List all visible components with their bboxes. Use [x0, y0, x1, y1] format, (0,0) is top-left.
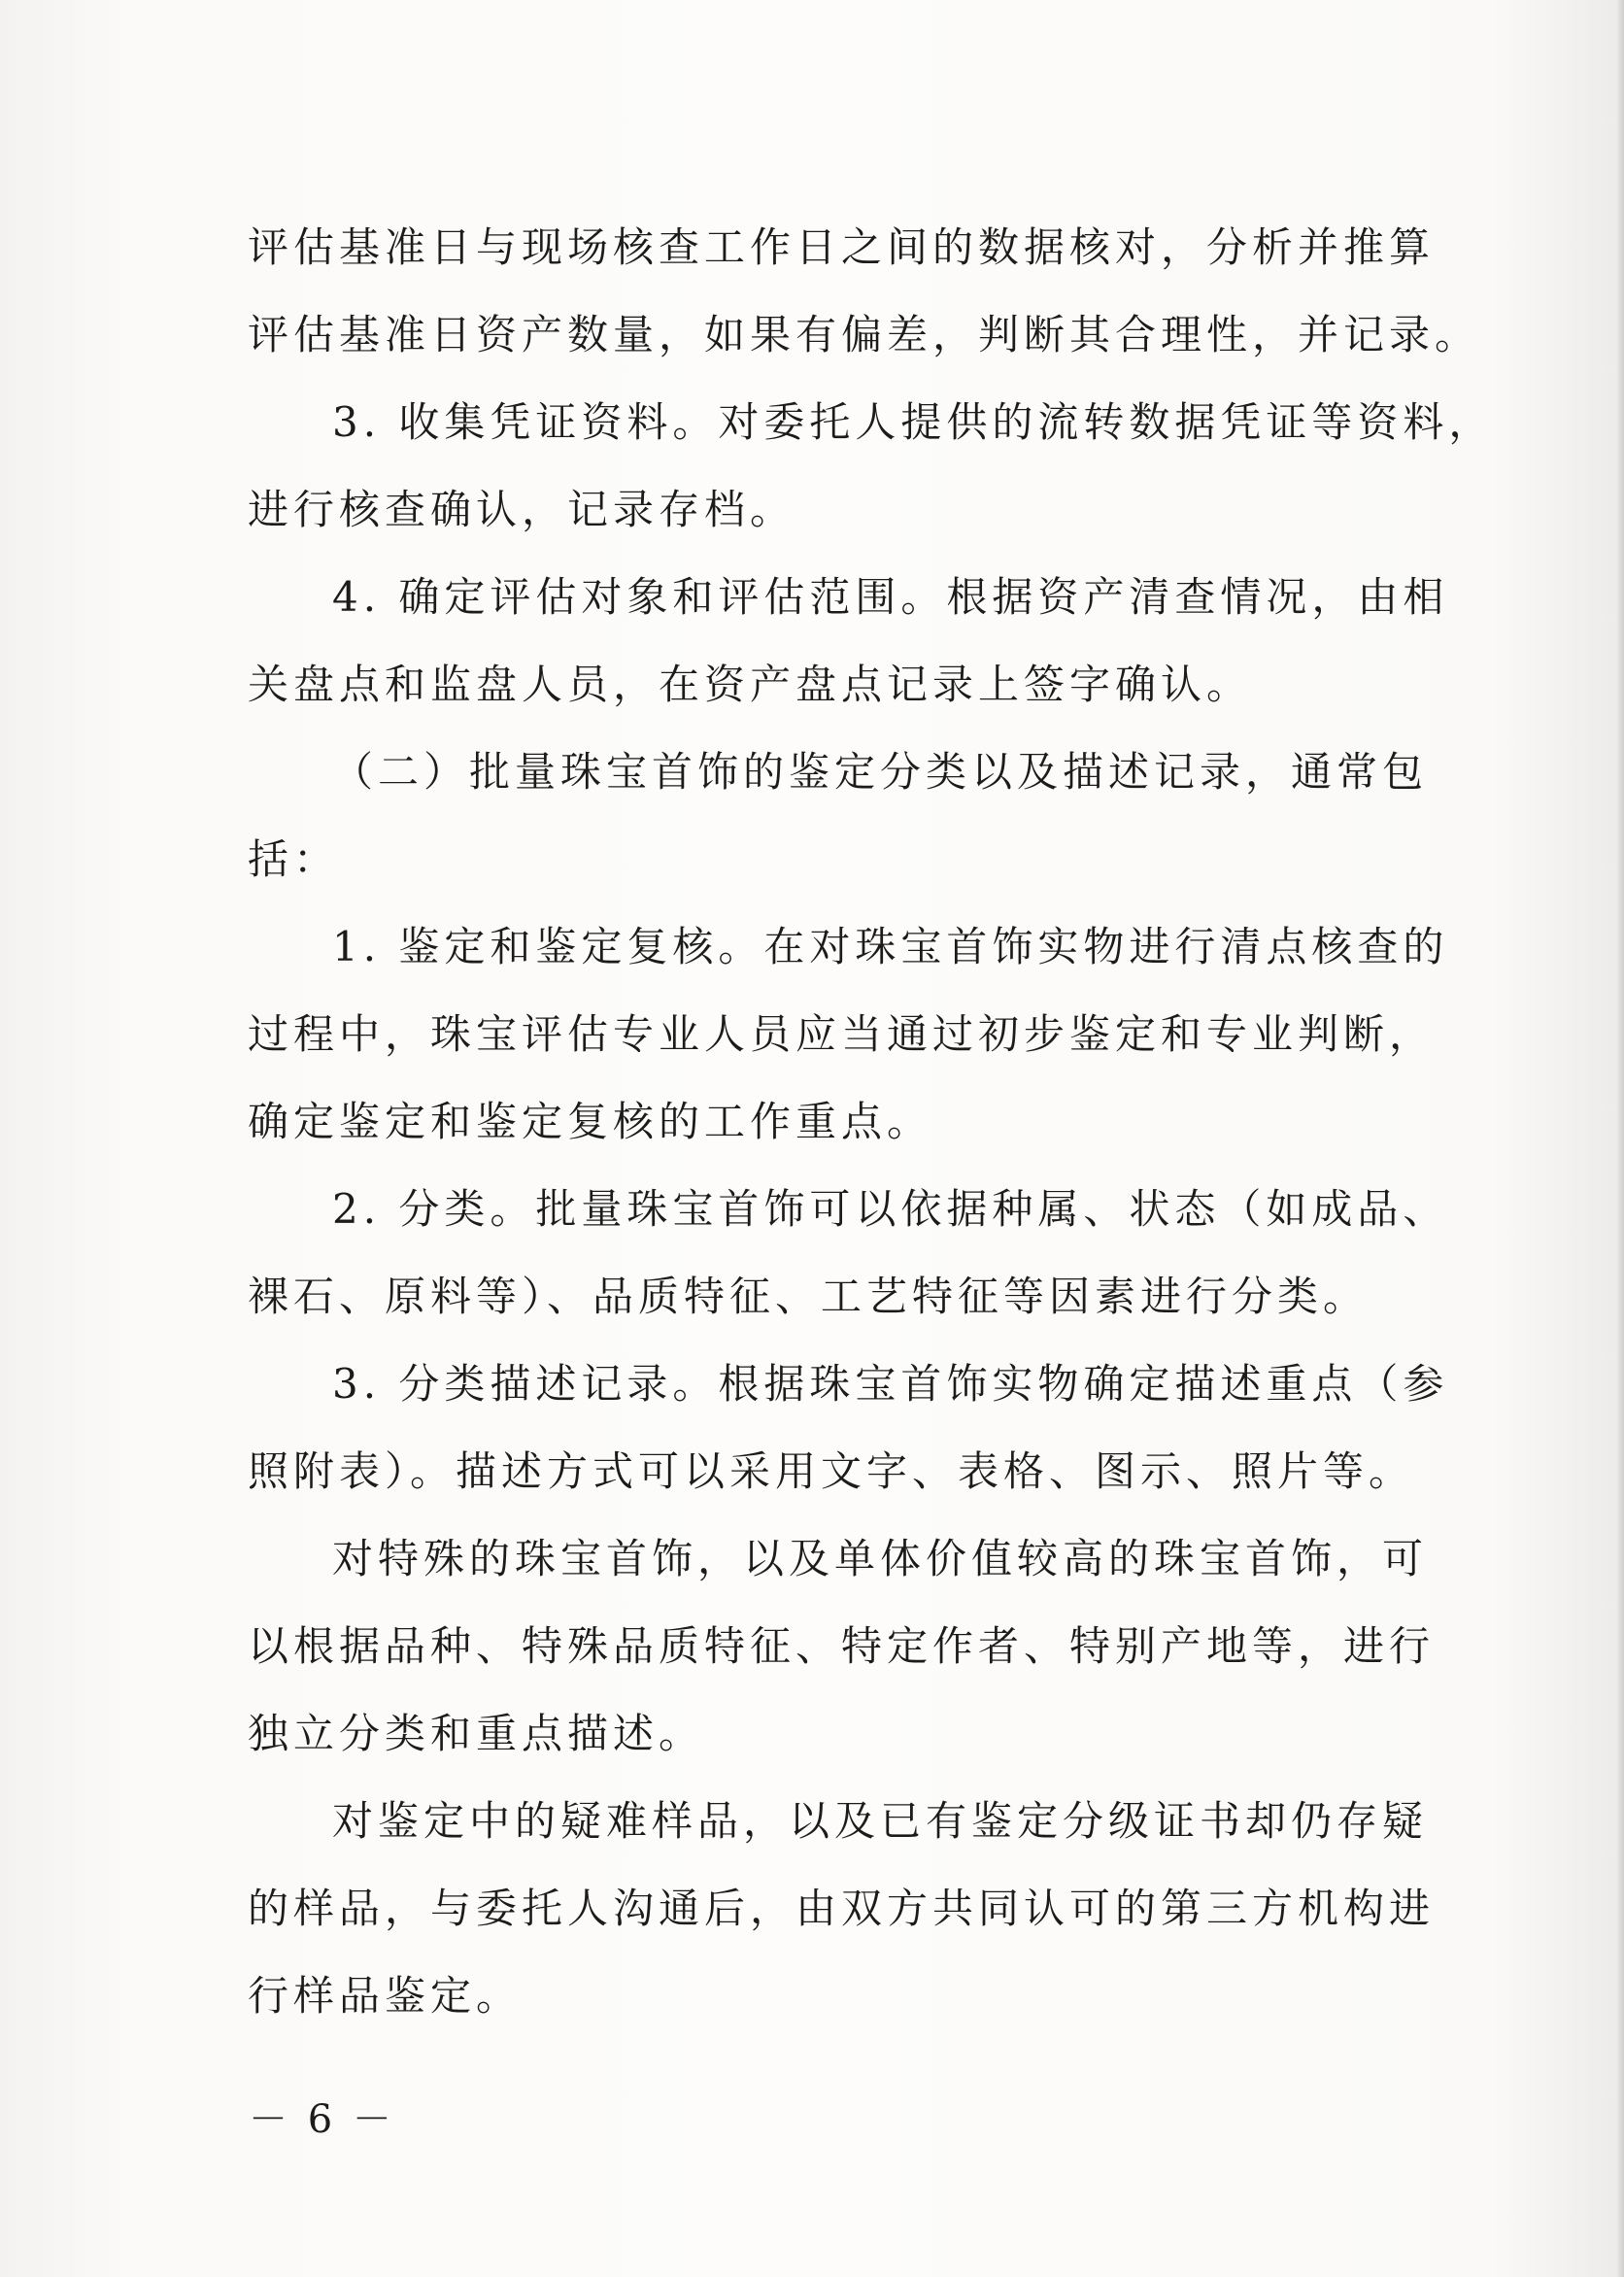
- text-line: 行样品鉴定。: [248, 1972, 523, 2020]
- text-line: 对鉴定中的疑难样品，以及已有鉴定分级证书却仍存疑: [332, 1797, 1429, 1845]
- text-line: 的样品，与委托人沟通后，由双方共同认可的第三方机构进: [248, 1885, 1436, 1932]
- text-line: 4. 确定评估对象和评估范围。根据资产清查情况，由相: [332, 573, 1449, 621]
- text-line: 确定鉴定和鉴定复核的工作重点。: [248, 1098, 933, 1145]
- body-text: [248, 204, 1495, 2040]
- text-line: 过程中，珠宝评估专业人员应当通过初步鉴定和专业判断，: [248, 1010, 1436, 1058]
- page-number: － 6 －: [249, 2097, 395, 2142]
- text-line: 裸石、原料等）、品质特征、工艺特征等因素进行分类。: [248, 1273, 1370, 1320]
- text-line: 关盘点和监盘人员，在资产盘点记录上签字确认。: [248, 661, 1253, 708]
- text-line: 进行核查确认，记录存档。: [248, 486, 796, 533]
- text-line: 2. 分类。批量珠宝首饰可以依据种属、状态（如成品、: [332, 1185, 1449, 1233]
- text-line: 评估基准日与现场核查工作日之间的数据核对，分析并推算: [248, 223, 1436, 271]
- text-line: 3. 收集凭证资料。对委托人提供的流转数据凭证等资料，: [332, 398, 1495, 446]
- text-line: 照附表）。描述方式可以采用文字、表格、图示、照片等。: [248, 1447, 1415, 1495]
- text-line: 评估基准日资产数量，如果有偏差，判断其合理性，并记录。: [248, 311, 1481, 358]
- section-heading: （二）批量珠宝首饰的鉴定分类以及描述记录，通常包: [332, 748, 1429, 796]
- text-line: 1. 鉴定和鉴定复核。在对珠宝首饰实物进行清点核查的: [332, 923, 1449, 970]
- text-line: 独立分类和重点描述。: [248, 1710, 705, 1757]
- text-line: 以根据品种、特殊品质特征、特定作者、特别产地等，进行: [248, 1622, 1436, 1670]
- text-line: 括：: [248, 835, 340, 883]
- text-line: 3. 分类描述记录。根据珠宝首饰实物确定描述重点（参: [332, 1360, 1449, 1408]
- text-line: 对特殊的珠宝首饰，以及单体价值较高的珠宝首饰，可: [332, 1535, 1429, 1582]
